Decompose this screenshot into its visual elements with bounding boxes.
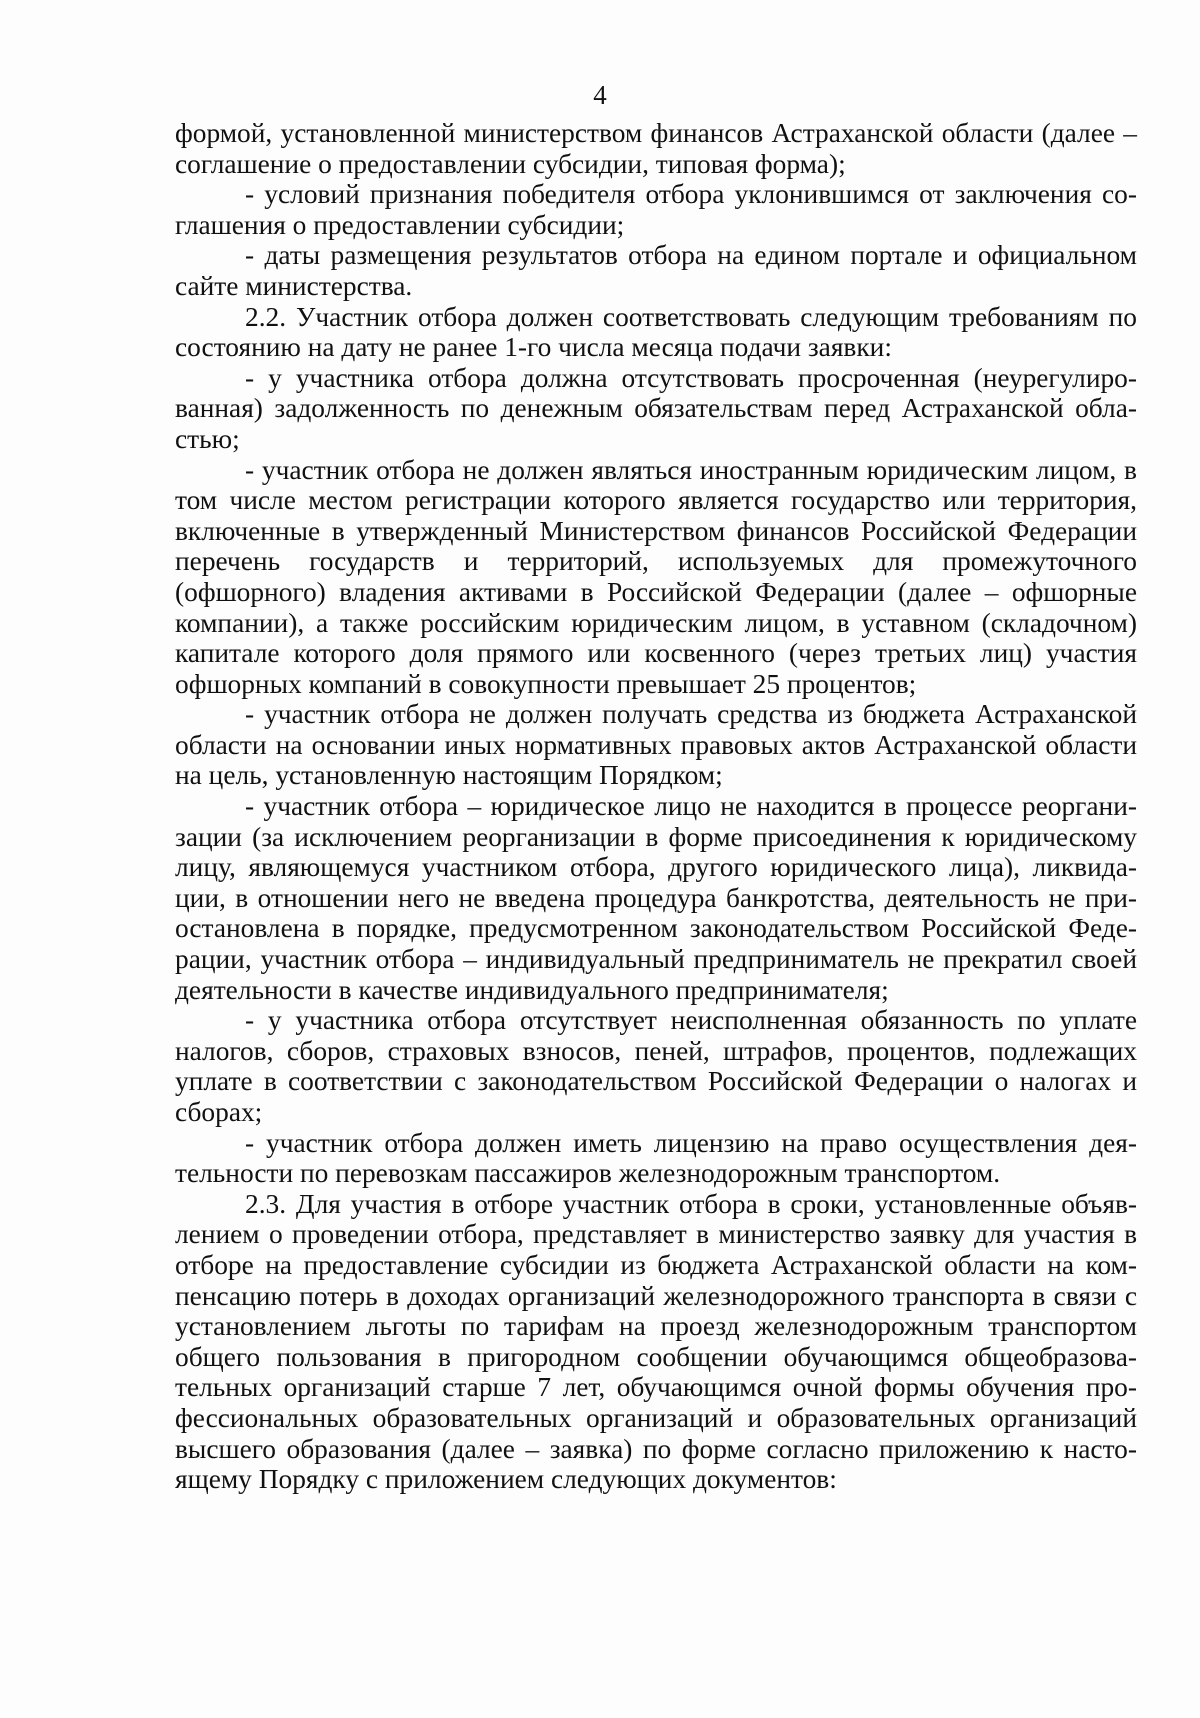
paragraph-6: - участник отбора не должен являться иностранным юридическим лицом, в том числе местом регистрации которого является государство или территория, включенные в утвержденный Министерством финансов Российской Федерации перечень государств и территорий, используемых для промежуточного (офшорного) владения активами в Российской Федерации (далее – офшорные компании), а также российским юридическим лицом, в уставном (складочном) капитале которого доля прямого или косвенного (через третьих лиц) участия офшорных компаний в совокупности превышает 25 процентов; [175, 454, 1137, 699]
paragraph-4: 2.2. Участник отбора должен соответствовать следующим требованиям по состоянию на дату не ранее 1-го числа месяца подачи заявки: [175, 301, 1137, 363]
paragraph-8: - участник отбора – юридическое лицо не находится в процессе реорганизации (за исключением реорганизации в форме присоединения к юридическому лицу, являющемуся участником отбора, другого юридического лица), ликвидации, в отношении него не введена процедура банкротства, деятельность не приостановлена в порядке, предусмотренном законодательством Российской Федерации, участник отбора – индивидуальный предприниматель не прекратил своей деятельности в качестве индивидуального предпринимателя; [175, 791, 1137, 1005]
paragraph-9: - у участника отбора отсутствует неисполненная обязанность по уплате налогов, сборов, страховых взносов, пеней, штрафов, процентов, подлежащих уплате в соответствии с законодательством Российской Федерации о налогах и сборах; [175, 1005, 1137, 1127]
paragraph-1: формой, установленной министерством финансов Астраханской области (далее – соглашение о предоставлении субсидии, типовая форма); [175, 118, 1137, 179]
document-body [175, 118, 1137, 1495]
paragraph-7: - участник отбора не должен получать средства из бюджета Астраханской области на основании иных нормативных правовых актов Астраханской области на цель, установленную настоящим Порядком; [175, 699, 1137, 791]
page-number: 4 [593, 80, 607, 110]
paragraph-3: - даты размещения результатов отбора на едином портале и официальном сайте министерства. [175, 240, 1137, 301]
paragraph-11: 2.3. Для участия в отборе участник отбора в сроки, установленные объявлением о проведении отбора, представляет в министерство заявку для участия в отборе на предоставление субсидии из бюджета Астраханской области на компенсацию потерь в доходах организаций железнодорожного транспорта в связи с установлением льготы по тарифам на проезд железнодорожным транспортом общего пользования в пригородном сообщении обучающимся общеобразовательных организаций старше 7 лет, обучающимся очной формы обучения профессиональных образовательных организаций и образовательных организаций высшего образования (далее – заявка) по форме согласно приложению к настоящему Порядку с приложением следующих документов: [175, 1188, 1137, 1495]
paragraph-5: - у участника отбора должна отсутствовать просроченная (неурегулированная) задолженность по денежным обязательствам перед Астраханской областью; [175, 362, 1137, 454]
paragraph-10: - участник отбора должен иметь лицензию на право осуществления деятельности по перевозкам пассажиров железнодорожным транспортом. [175, 1127, 1137, 1189]
paragraph-2: - условий признания победителя отбора уклонившимся от заключения соглашения о предоставлении субсидии; [175, 179, 1137, 240]
